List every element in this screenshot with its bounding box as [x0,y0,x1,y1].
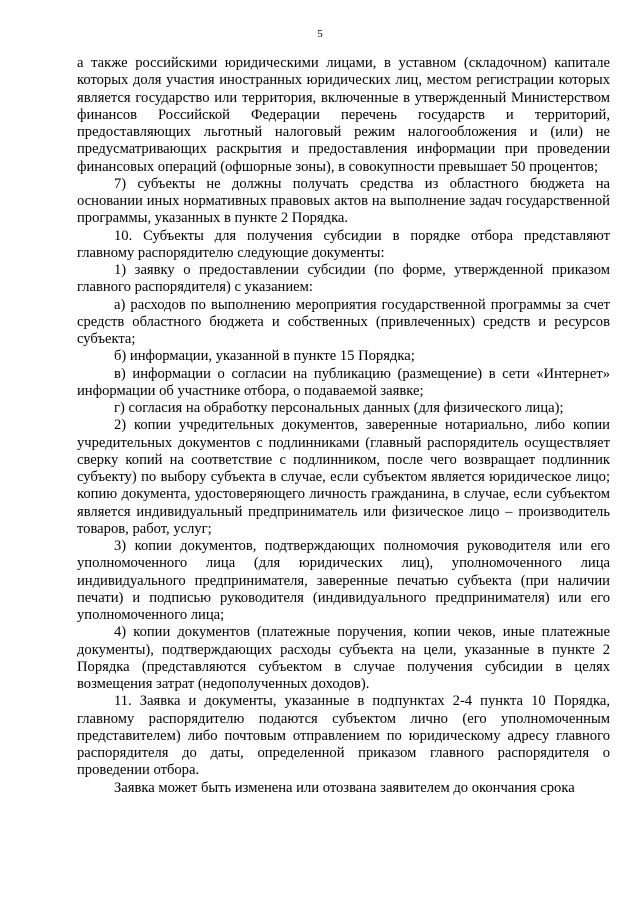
paragraph: а) расходов по выполнению мероприятия государственной программы за счет средств областного бюджета и собственных (привлеченных) средств и ресурсов субъекта; [77,296,610,347]
paragraph: 4) копии документов (платежные поручения, копии чеков, иные платежные документы), подтверждающих расходы субъекта на цели, указанные в пункте 2 Порядка (представляются субъектом в случае получения субсидии в целях возмещения затрат (недополученных доходов). [77,624,610,692]
paragraph: 7) субъекты не должны получать средства из областного бюджета на основании иных нормативных правовых актов на выполнение задач государственной программы, указанных в пункте 2 Порядка. [77,175,610,227]
paragraph: г) согласия на обработку персональных данных (для физического лица); [114,400,564,416]
paragraph: Заявка может быть изменена или отозвана заявителем до окончания срока [114,779,575,796]
paragraph: 3) копии документов, подтверждающих полномочия руководителя или его уполномоченного лица (для юридических лиц), уполномоченного лица индивидуального предпринимателя, заверенные печатью субъекта (при наличии печати) и подписью руководителя (индивидуального предпринимателя) или его уполномоченного лица; [77,538,610,623]
paragraph: 1) заявку о предоставлении субсидии (по форме, утвержденной приказом главного распорядителя) с указанием: [77,262,610,296]
paragraph: в) информации о согласии на публикацию (размещение) в сети «Интернет» информации об участнике отбора, о подаваемой заявке; [77,365,610,399]
paragraph: 10. Субъекты для получения субсидии в порядке отбора представляют главному распорядителю следующие документы: [77,227,610,261]
paragraph: а также российскими юридическими лицами, в уставном (складочном) капитале которых доля участия иностранных юридических лиц, местом регистрации которых является государство или территория, включенные в утвержденный Министерством финансов Российской Федерации перечень государств и территорий, предоставляющих льготный налоговый режим налогообложения и (или) не предусматривающих раскрытия и предоставления информации при проведении финансовых операций (офшорные зоны), в совокупности превышает 50 процентов; [77,55,610,175]
paragraph: б) информации, указанной в пункте 15 Порядка; [114,348,415,365]
page-number: 5 [317,28,323,40]
paragraph: 2) копии учредительных документов, заверенные нотариально, либо копии учредительных документов с подлинниками (главный распорядитель осуществляет сверку копий на соответствие с подлинником, после чего возвращает подлинник субъекту) по выбору субъекта в случае, если субъектом является юридическое лицо; копию документа, удостоверяющего личность гражданина, в случае, если субъектом является индивидуальный предприниматель или физическое лицо – производитель товаров, работ, услуг; [77,417,610,537]
paragraph: 11. Заявка и документы, указанные в подпунктах 2-4 пункта 10 Порядка, главному распорядителю подаются субъектом лично (его уполномоченным представителем) либо почтовым отправлением по юридическому адресу главного распорядителя до даты, определенной приказом главного распорядителя о проведении отбора. [77,693,610,779]
document-body [77,55,610,797]
